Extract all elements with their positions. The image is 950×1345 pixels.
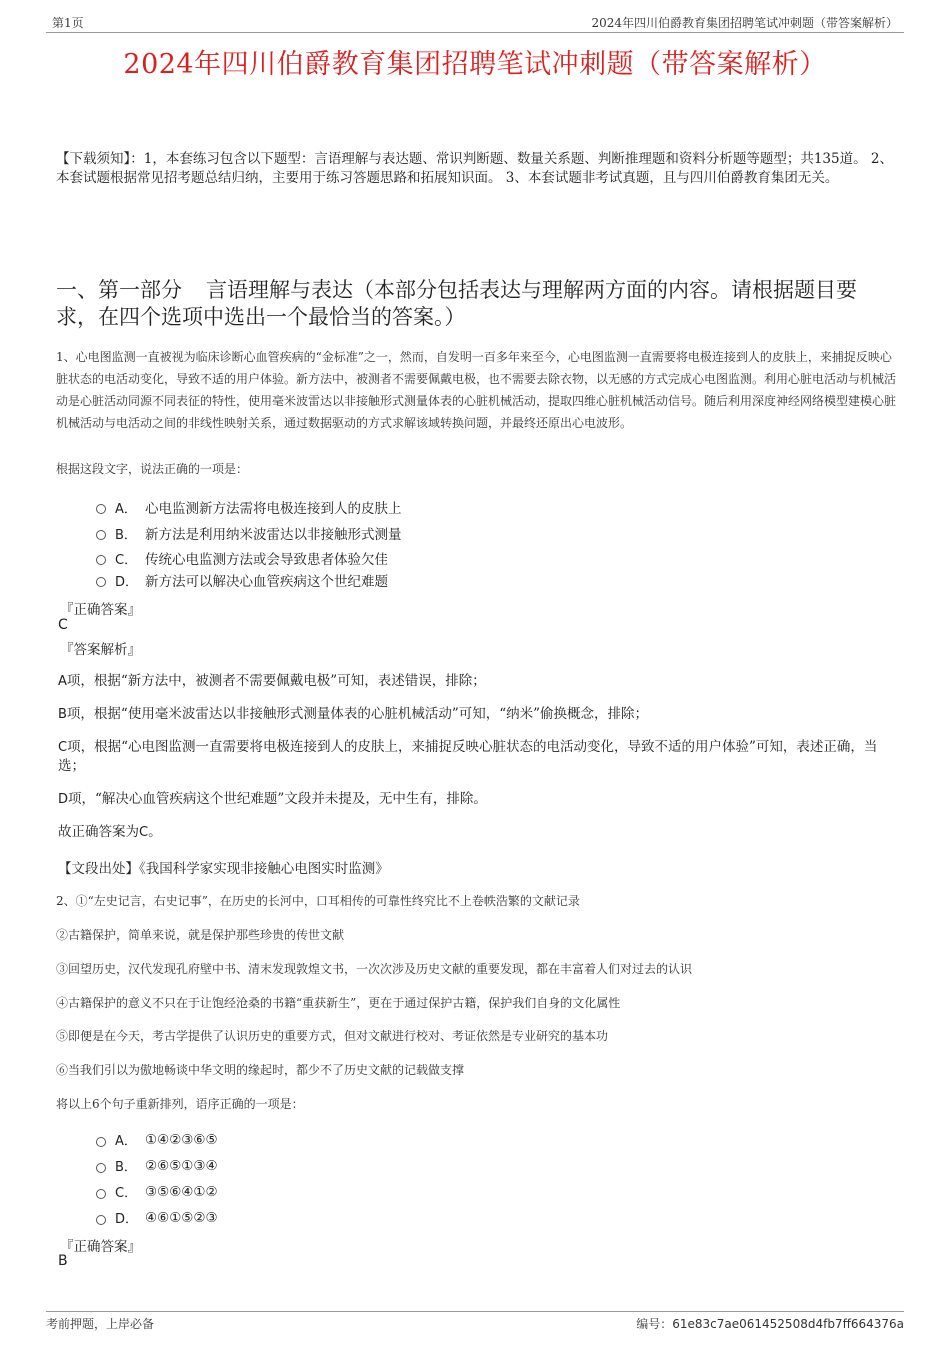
q1-option-a[interactable]: A． 心电监测新方法需将电极连接到人的皮肤上	[96, 497, 402, 517]
running-title: 2024年四川伯爵教育集团招聘笔试冲刺题（带答案解析）	[591, 16, 898, 30]
radio-icon[interactable]	[96, 504, 106, 514]
section-label: 一、第一部分	[56, 278, 182, 302]
document-code: 编号：61e83c7ae061452508d4fb7ff664376a	[636, 1317, 904, 1331]
q2-option-a[interactable]: A． ①④②③⑥⑤	[96, 1130, 218, 1149]
q2-sentence-3: ③回望历史，汉代发现孔府壁中书、清末发现敦煌文书，一次次涉及历史文献的重要发现，都在丰富着人们对过去的认识	[56, 962, 693, 976]
footer-divider	[46, 1311, 904, 1312]
q1-conclusion: 故正确答案为C。	[58, 824, 162, 840]
q1-passage: 1、心电图监测一直被视为临床诊断心血管疾病的“金标准”之一，然而，自发明一百多年来至今，心电图监测一直需要将电极连接到人的皮肤上，来捕捉反映心脏状态的电活动变化，导致不适的用户体验。新方法中，被测者不需要佩戴电极，也不需要去除衣物，以无感的方式完成心电图监测。利用心脏电活动与机械活动是心脏活动同源不同表征的特性，使用毫米波雷达以非接触形式测量体表的心脏机械活动，提取四维心脏机械活动信号。随后利用深度神经网络模型建模心脏机械活动与电活动之间的非线性映射关系，通过数据驱动的方式求解该域转换问题，并最终还原出心电波形。	[56, 350, 897, 430]
radio-icon[interactable]	[96, 1163, 106, 1173]
radio-icon[interactable]	[96, 1137, 106, 1147]
q2-option-b[interactable]: B． ②⑥⑤①③④	[96, 1156, 218, 1175]
q1-analysis-b: B项，根据“使用毫米波雷达以非接触形式测量体表的心脏机械活动”可知，“纳米”偷换概念，排除；	[58, 706, 649, 722]
q2-sentence-4: ④古籍保护的意义不只在于让饱经沧桑的书籍“重获新生”，更在于通过保护古籍，保护我们自身的文化属性	[56, 996, 621, 1010]
q1-answer: C	[58, 617, 68, 633]
q1-option-d[interactable]: D． 新方法可以解决心血管疾病这个世纪难题	[96, 570, 388, 590]
section-title: 言语理解与表达（本部分包括表达与理解两方面的内容。请根据题目要求，在四个选项中选出一个最恰当的答案。）	[56, 278, 857, 329]
q1-source: 【文段出处】《我国科学家实现非接触心电图实时监测》	[58, 861, 389, 877]
download-notice: 【下载须知】：1，本套练习包含以下题型：言语理解与表达题、常识判断题、数量关系题、判断推理题和资料分析题等题型；共135道。 2、本套试题根据常见招考题总结归纳，主要用于练习答题思路和拓展知识面。 3、本套试题非考试真题，且与四川伯爵教育集团无关。	[56, 151, 893, 186]
radio-icon[interactable]	[96, 577, 106, 587]
q1-option-c[interactable]: C． 传统心电监测方法或会导致患者体验欠佳	[96, 548, 388, 568]
section-heading	[56, 277, 898, 331]
page-number: 第1页	[52, 16, 84, 30]
q2-sentence-5: ⑤即便是在今天，考古学提供了认识历史的重要方式，但对文献进行校对、考证依然是专业研究的基本功	[56, 1029, 609, 1043]
header-divider	[46, 32, 904, 33]
q2-sentence-6: ⑥当我们引以为傲地畅谈中华文明的缘起时，都少不了历史文献的记载做支撑	[56, 1063, 465, 1077]
q2-option-d[interactable]: D． ④⑥①⑤②③	[96, 1208, 218, 1227]
q2-option-c[interactable]: C． ③⑤⑥④①②	[96, 1182, 218, 1201]
radio-icon[interactable]	[96, 1215, 106, 1225]
document-title: 2024年四川伯爵教育集团招聘笔试冲刺题（带答案解析）	[123, 49, 827, 80]
q1-analysis-c: C项，根据“心电图监测一直需要将电极连接到人的皮肤上，来捕捉反映心脏状态的电活动变化，导致不适的用户体验”可知，表述正确，当选；	[58, 739, 878, 774]
footer-slogan: 考前押题，上岸必备	[46, 1317, 155, 1331]
q2-sentence-1: 2、①“左史记言，右史记事”，在历史的长河中，口耳相传的可靠性终究比不上卷帙浩繁的文献记录	[56, 894, 580, 908]
q1-prompt: 根据这段文字，说法正确的一项是：	[56, 462, 249, 476]
q1-analysis-d: D项，“解决心血管疾病这个世纪难题”文段并未提及，无中生有，排除。	[58, 791, 487, 807]
q2-answer-label: 『正确答案』	[60, 1239, 141, 1255]
q1-analysis-label: 『答案解析』	[60, 642, 141, 658]
q1-option-b[interactable]: B． 新方法是利用纳米波雷达以非接触形式测量	[96, 523, 402, 543]
q2-answer: B	[58, 1253, 68, 1269]
radio-icon[interactable]	[96, 1189, 106, 1199]
q2-prompt: 将以上6个句子重新排列，语序正确的一项是：	[56, 1097, 304, 1111]
radio-icon[interactable]	[96, 555, 106, 565]
q1-answer-label: 『正确答案』	[60, 602, 141, 618]
q1-analysis-a: A项，根据“新方法中，被测者不需要佩戴电极”可知，表述错误，排除；	[58, 673, 486, 689]
q2-sentence-2: ②古籍保护，简单来说，就是保护那些珍贵的传世文献	[56, 928, 345, 942]
radio-icon[interactable]	[96, 530, 106, 540]
